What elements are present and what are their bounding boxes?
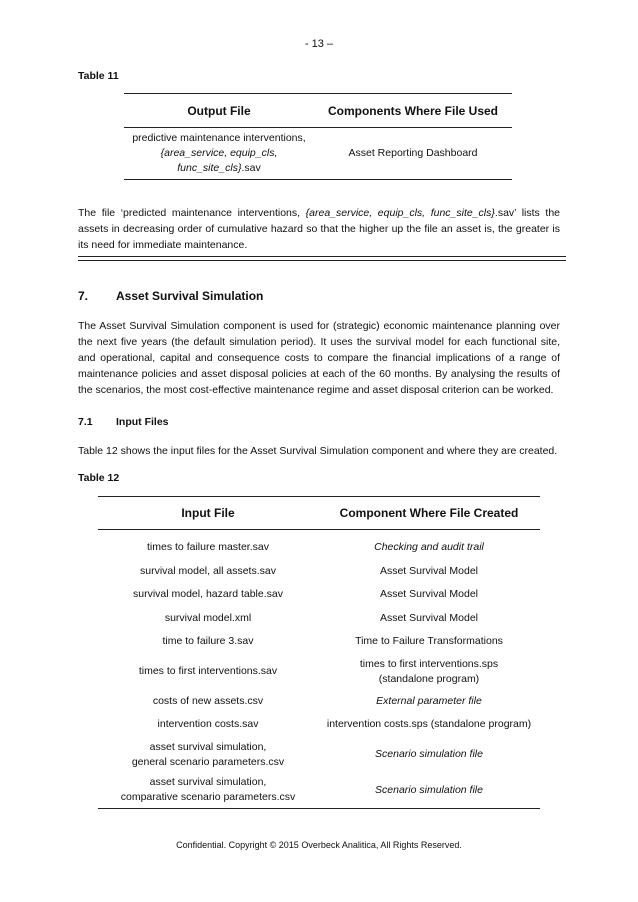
section-7-number: 7. <box>78 289 89 303</box>
component-text: Asset Survival Model <box>379 611 479 624</box>
paragraph-prefix: The file ‘predicted maintenance interventions, <box>78 207 306 219</box>
input-file-cell <box>98 654 318 690</box>
table-row <box>98 773 540 809</box>
table-12-header-input-file: Input File <box>98 497 318 530</box>
table-11-component-cell: Asset Reporting Dashboard <box>348 147 478 159</box>
section-7-body: The Asset Survival Simulation component is used for (strategic) economic maintenance planning over the next five years (the default simulation period). It uses the survival model for each functional site, and operational, capital and consequence costs to compare the financial implications of a range of maintenance policies and asset disposal policies at each of the 60 months. By analysing the results of the scenarios, the most cost-effective maintenance regime and asset disposal criterion can be worked. <box>78 320 560 396</box>
input-file-text: asset survival simulation, <box>149 776 267 789</box>
component-cell <box>318 630 540 654</box>
paragraph-predicted-maintenance <box>78 205 560 253</box>
section-7-1-body: Table 12 shows the input files for the Asset Survival Simulation component and where they are created. <box>78 445 558 457</box>
component-cell <box>318 713 540 737</box>
component-text: Asset Survival Model <box>379 564 479 577</box>
input-file-text: times to failure master.sav <box>147 541 269 554</box>
table-row <box>98 560 540 584</box>
component-cell <box>318 530 540 560</box>
table-12-label: Table 12 <box>78 472 120 484</box>
paragraph-suffix: .sav’ lists the assets in decreasing order of cumulative hazard so that the higher up the file an asset is, the greater is its need for immediate maintenance. <box>78 207 560 251</box>
table-11-file-line2: {area_service, equip_cls, <box>160 147 278 159</box>
paragraph-italic-filename: {area_service, equip_cls, func_site_cls} <box>305 207 495 219</box>
section-7-heading <box>78 289 263 303</box>
table-row <box>98 607 540 631</box>
table-row <box>98 737 540 773</box>
component-text: Time to Failure Transformations <box>355 635 503 648</box>
component-cell <box>318 737 540 773</box>
section-7-1-heading <box>78 416 169 428</box>
table-row <box>124 128 512 180</box>
table-12 <box>98 496 540 809</box>
input-file-cell <box>98 630 318 654</box>
input-file-text: time to failure 3.sav <box>162 635 254 648</box>
table-row <box>98 530 540 560</box>
table-11-header-output-file: Output File <box>124 94 314 128</box>
table-12-body <box>98 530 540 809</box>
table-11-file-line3-suffix: .sav <box>241 162 261 174</box>
component-text: Scenario simulation file <box>375 748 483 760</box>
input-file-text: survival model.xml <box>164 611 252 624</box>
section-7-title: Asset Survival Simulation <box>116 289 264 303</box>
table-11-file-line1: predictive maintenance interventions, <box>132 132 306 144</box>
table-row <box>98 630 540 654</box>
table-row <box>98 690 540 714</box>
input-file-cell <box>98 530 318 560</box>
input-file-text: intervention costs.sav <box>157 718 259 731</box>
component-text: Asset Survival Model <box>379 588 479 601</box>
input-file-text: asset survival simulation, <box>149 740 267 753</box>
input-file-cell <box>98 690 318 714</box>
input-file-cell <box>98 560 318 584</box>
input-file-text-line2: comparative scenario parameters.csv <box>120 791 296 804</box>
page-number: - 13 – <box>304 38 334 50</box>
component-cell <box>318 773 540 809</box>
table-11 <box>124 93 512 180</box>
table-12-header-component: Component Where File Created <box>318 497 540 530</box>
input-file-text: survival model, all assets.sav <box>140 564 276 577</box>
component-text: times to first interventions.sps <box>359 657 499 670</box>
component-text: External parameter file <box>376 694 482 707</box>
input-file-cell <box>98 713 318 737</box>
section-7-1-number: 7.1 <box>78 416 93 428</box>
component-cell <box>318 583 540 607</box>
table-11-header-components: Components Where File Used <box>314 94 512 128</box>
component-cell <box>318 690 540 714</box>
table-11-file-line3-italic: func_site_cls} <box>177 162 242 174</box>
table-row <box>98 583 540 607</box>
section-divider <box>78 256 566 261</box>
input-file-cell <box>98 737 318 773</box>
table-11-output-file-cell <box>124 128 314 180</box>
input-file-cell <box>98 583 318 607</box>
table-row <box>98 713 540 737</box>
component-cell <box>318 607 540 631</box>
component-cell <box>318 560 540 584</box>
input-file-text: survival model, hazard table.sav <box>133 588 283 601</box>
component-text: intervention costs.sps (standalone program) <box>326 718 532 731</box>
component-text: Checking and audit trail <box>374 541 484 554</box>
input-file-text-line2: general scenario parameters.csv <box>131 755 285 768</box>
section-7-1-title: Input Files <box>116 416 169 428</box>
component-text: Scenario simulation file <box>375 783 483 796</box>
input-file-cell <box>98 773 318 809</box>
component-text-line2: (standalone program) <box>378 672 480 685</box>
table-11-label: Table 11 <box>78 70 119 82</box>
input-file-text: times to first interventions.sav <box>138 665 278 677</box>
input-file-text: costs of new assets.csv <box>152 694 264 707</box>
component-cell <box>318 654 540 690</box>
footer-copyright: Confidential. Copyright © 2015 Overbeck Analitica, All Rights Reserved. <box>176 840 462 850</box>
table-11-file-line3 <box>124 161 314 176</box>
table-row <box>98 654 540 690</box>
input-file-cell <box>98 607 318 631</box>
